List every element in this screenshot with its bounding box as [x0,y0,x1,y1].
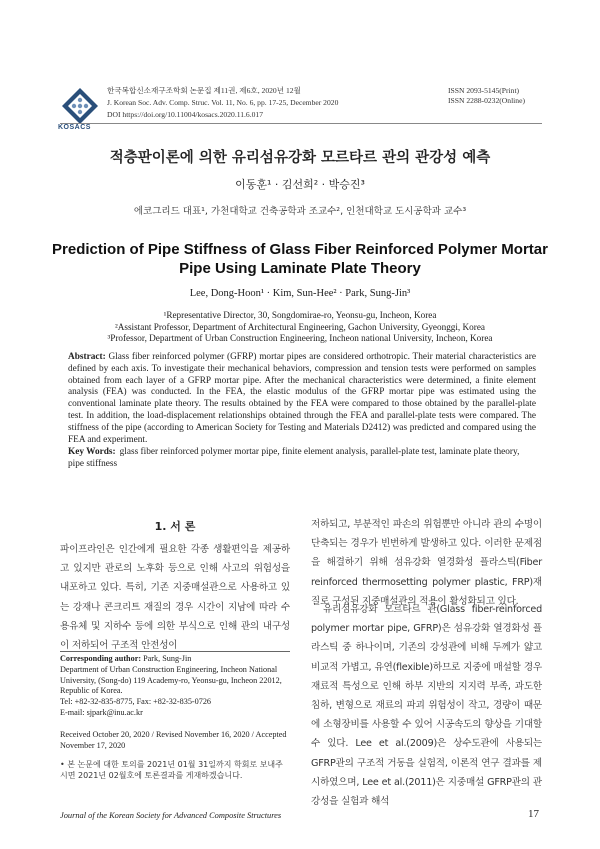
abstract-text: Glass fiber reinforced polymer (GFRP) mortar pipes are considered orthotropic. Their material characteristics are defined by each axis. To investigate their mechanical behaviors, compression and tension tests were performed on samples obtained from each layer of a GFRP mortar pipe. After the mechanical characteristics were determined, a finite element analysis (FEA) was conducted. In the FEA, the elastic modulus of the GFRP mortar pipe was estimated using the conventional laminate plate theory. The results obtained by the FEA were compared to those obtained by the parallel-plate test. In addition, the load-displacement relationships obtained through the FEA and parallel-plate tests were compared. The stiffness of the pipe (according to American Society for Testing and Materials D2412) was predicted and compared using the FEA and experiment. [68,352,536,445]
doi-link[interactable]: DOI https://doi.org/10.11004/kosacs.2020.11.6.017 [107,110,264,119]
journal-logo-icon [60,86,100,126]
keywords [68,447,536,471]
title-english-line-1: Prediction of Pipe Stiffness of Glass Fiber Reinforced Polymer Mortar [52,241,548,258]
section-heading-introduction: 1. 서 론 [154,520,196,533]
corresponding-author-address: Department of Urban Construction Engineering, Incheon National University, (Song-do) 119 Academy-ro, Yeonsu-gu, Incheon 22012, Republic of Korea. [60,664,282,696]
intro-paragraph-right-2: 유리섬유강화 모르타르 관(Glass fiber-reinforced polymer mortar pipe, GFRP)은 섬유강화 열경화성 플라스틱 중 하나이며, 기존의 강성관에 비해 두께가 얇고 비교적 가볍고, 유연(flexible)하므로 지중에 매설할 경우 재료적 특성으로 인해 하부 지반의 지지력 부족, 과도한 침하, 변형으로 재료의 파괴 위험성이 작고, 경량이 때문에 소형장비를 사용할 수 있어 시공속도의 향상을 기대할 수 있다. Lee et al.(2009)은 상수도관에 사용되는 GFRP관의 구조적 거동을 실험적, 이론적 연구 결과를 제시하였으며, Lee et al.(2011)은 지중매설 GFRP관의 관강성을 실험과 해석 [311,604,542,808]
affiliations-korean: 에코그리드 대표¹, 가천대학교 건축공학과 조교수², 인천대학교 도시공학과 교수³ [133,206,467,217]
discussion-note: • 본 논문에 대한 토의를 2021년 01월 31일까지 학회로 보내주시면 2021년 02월호에 토론결과를 게재하겠습니다. [60,760,283,780]
corresponding-author-label: Corresponding author: [60,654,142,663]
abstract [68,352,536,446]
corresponding-author-email[interactable]: E-mail: sjpark@inu.ac.kr [60,707,143,717]
issn-online: ISSN 2288-0232(Online) [448,96,525,105]
issn-print: ISSN 2093-5145(Print) [448,86,520,95]
affiliation-2: ²Assistant Professor, Department of Architectural Engineering, Gachon University, Gyeonggi, Korea [115,321,485,332]
title-korean: 적층판이론에 의한 유리섬유강화 모르타르 관의 관강성 예측 [109,150,491,166]
received-dates: Received October 20, 2020 / Revised November 16, 2020 / Accepted November 17, 2020 [60,730,287,750]
affiliation-1: ¹Representative Director, 30, Songdomirae-ro, Yeonsu-gu, Incheon, Korea [163,310,437,320]
corresponding-author-phone: Tel: +82-32-835-8775, Fax: +82-32-835-0726 [60,697,212,707]
keywords-text: glass fiber reinforced polymer mortar pipe, finite element analysis, parallel-plate test, laminate plate theory, pipe stiffness [68,447,520,469]
intro-paragraph-right-1: 저하되고, 부분적인 파손의 위험뿐만 아니라 관의 수명이 단축되는 경우가 빈번하게 발생하고 있다. 이러한 문제점을 해결하기 위해 섬유강화 열경화성 플라스틱(Fiber reinforced thermosetting polymer plastic, FRP)재질로 구성된 지중매설관의 적용이 활성화되고 있다. [311,519,542,607]
authors-korean: 이동훈¹ · 김선희² · 박승진³ [235,178,365,191]
affiliation-3: ³Professor, Department of Urban Construction Engineering, Incheon national University, Incheon, Korea [107,333,493,343]
journal-citation-ko: 한국복합신소재구조학회 논문집 제11권, 제6호, 2020년 12월 [107,86,301,95]
title-english-line-2: Pipe Using Laminate Plate Theory [179,260,421,277]
journal-logo-text: KOSACS [58,124,91,131]
corresponding-author [60,654,290,719]
journal-citation-en: J. Korean Soc. Adv. Comp. Struc. Vol. 11, No. 6, pp. 17-25, December 2020 [107,98,339,107]
keywords-label: Key Words: [68,447,116,457]
intro-paragraph-left: 파이프라인은 인간에게 필요한 각종 생활편익을 제공하고 있지만 관로의 노후화 등으로 인해 사고의 위험성을 내포하고 있다. 특히, 기존 지중매설관으로 사용하고 있는 강재나 콘크리트 재질의 경우 시간이 지남에 따라 수용유체 및 지하수 등에 의한 부식으로 인해 관의 내구성이 저하되어 구조적 안전성이 [60,544,290,652]
header-divider [60,123,542,124]
corresponding-author-name: Park, Sung-Jin [143,654,192,663]
footnote-divider [60,651,290,652]
page-number: 17 [528,808,539,820]
affiliations-english [0,310,600,345]
abstract-label: Abstract: [68,352,106,362]
authors-english: Lee, Dong-Hoon¹ · Kim, Sun-Hee² · Park, Sung-Jin³ [189,288,411,299]
footer-journal-name: Journal of the Korean Society for Advanced Composite Structures [60,811,282,820]
title-english [40,240,560,278]
